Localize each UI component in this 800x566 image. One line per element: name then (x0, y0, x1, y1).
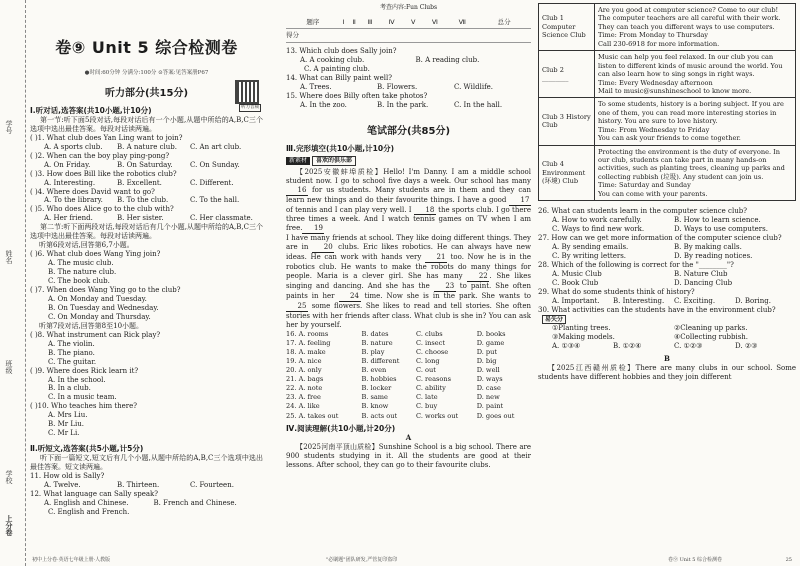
answer-option[interactable]: A. In the school. (48, 375, 106, 384)
option-row (30, 161, 263, 170)
column-3 (538, 0, 796, 566)
score-col-header: Ⅲ (361, 16, 380, 29)
answer-option[interactable]: D. goes out (476, 411, 515, 420)
theme-tag: 喜欢的俱乐部 (312, 156, 356, 166)
cloze-options (286, 330, 531, 420)
answer-option[interactable]: B. Mr Liu. (48, 420, 84, 429)
answer-option[interactable]: C. late (416, 393, 438, 402)
club-line: To some students, history is a boring subject. If you are one of them, you can read more interesting stories in history. You are sure to love history. (598, 100, 784, 126)
sidebar-label-school: 学校 (4, 470, 13, 484)
answer-option[interactable]: B. How to learn science. (674, 216, 761, 225)
passage-segment: time. Now she is in the park. She wants to (360, 292, 531, 301)
part1-title: Ⅰ.听对话,选答案(共10小题,计10分) (30, 106, 152, 116)
qr-code-icon[interactable] (235, 80, 259, 104)
answer-option: ③Making models. (552, 333, 615, 342)
answer-option[interactable]: C. clubs (416, 330, 443, 339)
q6-7-list (30, 250, 263, 322)
answer-option[interactable]: B. dates (361, 330, 389, 339)
answer-option[interactable]: D. paint (476, 402, 504, 411)
passage-segment: I have many friends at school. They like doing different things. They are in (286, 234, 531, 252)
answer-option[interactable]: B. nature (361, 339, 393, 348)
answer-option[interactable]: D. Ways to use computers. (674, 225, 768, 234)
option-row (538, 225, 796, 234)
question-stem: ( )4. Where does David want to go? (30, 187, 155, 196)
club-name: Club 3 History Club (539, 98, 595, 145)
passage-a-text: 【2025河南平顶山质检】Sunshine School is a big school. There are 900 students studying in it. All the students are good at their lessons. After school, they can go to their favourite clubs. (286, 442, 531, 469)
option-row (30, 499, 263, 508)
score-col-header: Ⅵ (422, 16, 447, 29)
passage-a-label: A (405, 432, 412, 442)
cloze-blank[interactable]: 22 (467, 272, 489, 282)
score-col-header: Ⅰ (340, 16, 348, 29)
sidebar-label-class: 班级 (4, 360, 13, 374)
answer-option[interactable]: B. hobbies (361, 375, 397, 384)
answer-option[interactable]: D. By reading notices. (674, 251, 753, 260)
club-description (595, 145, 796, 201)
passage-segment: for us students. Many students are in them and they can learn new things and do their favourite things. I have a good (286, 185, 531, 204)
answer-option[interactable]: A. On Monday and Tuesday. (48, 294, 147, 303)
option-row (538, 216, 796, 225)
answer-option[interactable]: A. Twelve. (44, 480, 81, 489)
club-line: Time: Saturday and Sunday (598, 181, 691, 190)
passage-segment: too. Now he is in the robotics club. He wants to make the robots do many things for people. Maria is a clever girl. She has many (286, 253, 531, 281)
answer-option[interactable]: A. The music club. (48, 259, 114, 268)
answer-option[interactable]: B. By making calls. (674, 243, 742, 251)
club-name: Club 4 Environment (环境) Club (539, 145, 595, 201)
answer-option[interactable]: C. Book Club (552, 278, 599, 287)
answer-option[interactable]: C. long (416, 357, 440, 366)
cloze-passage (286, 168, 531, 330)
part2-title: Ⅱ.听短文,选答案(共5小题,计5分) (30, 444, 144, 454)
question-stem: ( )7. When does Wang Ying go to the club? (30, 286, 181, 294)
club-name: Club 1 Computer Science Club (539, 4, 595, 51)
passage-segment: the sports club. I go there three times a week. And I watch tennis games on TV when I am free. (286, 205, 531, 233)
part4-title: Ⅳ.阅读理解(共10小题,计20分) (286, 424, 396, 434)
answer-option[interactable]: D. ②③ (735, 342, 758, 351)
option-row (538, 252, 796, 261)
answer-option[interactable]: B. In a club. (48, 384, 91, 393)
club-description (595, 98, 796, 145)
answer-option[interactable]: A. The violin. (48, 339, 95, 348)
answer-option[interactable]: C. Ways to find new work. (552, 225, 645, 234)
question-stem: 13. Which club does Sally join? (286, 46, 397, 55)
answer-option[interactable]: C. On Monday and Thursday. (48, 312, 151, 321)
q13-15-list (286, 47, 531, 110)
cloze-option-lead[interactable]: 19. A. nice (286, 357, 322, 366)
answer-option[interactable]: A. Music Club (552, 269, 602, 278)
part1-instr1: 第一节:听下面5段对话,每段对话后有一个小题,从题中所给的A,B,C三个选项中选出最佳答案。每段对话读两遍。 (30, 115, 263, 133)
passage-segment: to paint. She often paints in her (286, 282, 531, 301)
answer-option[interactable]: A. Important. (552, 296, 600, 305)
option-row (538, 279, 796, 288)
option-row (538, 243, 796, 252)
part3-title: Ⅲ.完形填空(共10小题,计10分) (286, 144, 395, 154)
answer-option[interactable]: C. In the hall. (454, 100, 503, 109)
answer-option[interactable]: D. ways (476, 375, 503, 384)
answer-option[interactable]: C. Fourteen. (190, 480, 234, 489)
score-col-header: Ⅱ (348, 16, 361, 29)
club-line: Are you good at computer science? Come to our club! The computer teachers are all careful with their work. They can teach you different ways to use computers. (598, 6, 781, 31)
clubs-table (538, 3, 796, 201)
answer-option[interactable]: B. play (361, 348, 385, 357)
answer-option[interactable]: C. On Sunday. (190, 160, 240, 169)
answer-option[interactable]: C. Her classmate. (190, 214, 253, 223)
club-line: Music can help you feel relaxed. In our club you can listen to different kinds of music around the world. You can also learn how to sing songs in right ways. (598, 53, 783, 79)
question-stem: ( )5. Who does Alice go to the club with? (30, 205, 174, 214)
answer-option[interactable]: C. In a music team. (48, 393, 117, 402)
answer-option[interactable]: B. know (361, 402, 389, 411)
answer-option: ④Collecting rubbish. (674, 333, 749, 342)
answer-option[interactable]: B. even (361, 366, 387, 375)
option-row (30, 143, 263, 152)
answer-option[interactable]: B. A reading club. (415, 55, 480, 64)
answer-option[interactable]: A. On Friday. (44, 160, 91, 169)
q26-30-list (538, 207, 796, 351)
option-row (30, 179, 263, 188)
answer-option[interactable]: D. case (476, 384, 501, 393)
answer-option[interactable]: B. To the club. (117, 196, 169, 205)
answer-option[interactable]: B. French and Chinese. (153, 498, 237, 507)
passage-segment: some flowers. She likes to read and tell stories. She often (308, 302, 531, 311)
exam-meta: ●时间:60分钟 分满分:100分 ⊙答案:见答案册P67 (84, 70, 209, 77)
score-col-header: Ⅴ (404, 16, 422, 29)
club-line: You can come with your parents. (598, 189, 708, 198)
option-row (286, 83, 531, 92)
answer-option[interactable]: A. Trees. (300, 82, 332, 91)
answer-option[interactable]: D. new (476, 393, 500, 402)
answer-option[interactable]: C. ①②③ (674, 342, 703, 351)
option-row (538, 342, 796, 351)
answer-option[interactable]: B. Her sister. (117, 214, 164, 223)
club-line: Call 230-6918 for more information. (598, 39, 720, 48)
option-row (286, 101, 531, 110)
question-stem: ( )9. Where does Rick learn it? (30, 366, 139, 375)
listening-head: 听力部分(共15分) (104, 87, 189, 99)
club-line: Time: From Monday to Thursday (598, 31, 708, 40)
answer-option[interactable]: C. A painting club. (304, 64, 370, 73)
option-row (538, 297, 796, 306)
question-stem: ( )6. What club does Wang Ying join? (30, 250, 161, 259)
question-stem: 14. What can Billy paint well? (286, 73, 392, 82)
question-stem: 29. What do some students think of history? (538, 287, 695, 296)
answer-option[interactable]: D. big (476, 357, 497, 366)
cloze-blank[interactable]: 24 (339, 292, 361, 302)
passage-segment: clubs. Eric likes robotics. He can always have new ideas. He can work with hands very (286, 243, 531, 262)
answer-option[interactable]: A. By sending emails. (552, 243, 629, 251)
answer-option[interactable]: B. locker (361, 384, 392, 393)
cloze-option-lead[interactable]: 22. A. note (286, 384, 323, 393)
score-table (286, 16, 531, 43)
answer-option[interactable]: C. English and French. (48, 507, 130, 516)
mistake-badge: 易失分 (542, 315, 566, 325)
q1-5-list (30, 134, 263, 224)
part1-instr2: 第二节:听下面两段对话,每段对话后有几个小题,从题中所给的A,B,C三个选项中选出最佳答案。每段对话读两遍。 (30, 223, 263, 241)
question-stem: 15. Where does Billy often take photos? (286, 91, 428, 100)
option-row (30, 214, 263, 223)
qr-label: 听力音频 (241, 105, 259, 110)
cloze-option-lead[interactable]: 17. A. feeling (286, 339, 331, 348)
new-material-tag: 新素材 (286, 157, 310, 165)
passage-b-label: B (664, 354, 670, 364)
club-description (595, 4, 796, 51)
answer-option[interactable]: C. reasons (416, 375, 452, 384)
answer-option[interactable]: D. Dancing Club (674, 278, 733, 287)
question-stem: 12. What language can Sally speak? (30, 489, 159, 498)
column-1 (30, 0, 263, 566)
answer-option[interactable]: C. choose (416, 348, 449, 357)
question-stem: ( )3. How does Bill like the robotics club? (30, 169, 177, 178)
part2-instr: 听下面一篇短文,短文后有几个小题,从题中所给的A,B,C三个选项中选出最佳答案。短文读两遍。 (30, 453, 263, 471)
question-stem: 27. How can we get more information of the computer science club? (538, 234, 782, 243)
score-col-header: 题序 (286, 16, 340, 29)
question-stem: 28. Which of the following is correct for the "________"? (538, 260, 734, 269)
answer-option[interactable]: B. acts out (361, 411, 398, 420)
answer-option: ②Cleaning up parks. (674, 324, 748, 333)
footer-right: 卷⑨ Unit 5 综合检测卷 (668, 556, 722, 563)
answer-option[interactable]: B. ①②④ (613, 342, 642, 351)
passage-segment: 【2025安徽蚌埠质检】Hello! I'm Danny. I am a middle school student now. I go to school five days a week. Our school has many (286, 167, 531, 185)
passage-segment: stories with her friends after class. What club is she in? You can ask her by yourself. (286, 312, 531, 329)
answer-option[interactable]: B. different (361, 357, 400, 366)
binding-sidebar (0, 0, 26, 566)
answer-option[interactable]: D. Boring. (735, 296, 771, 305)
option-row (538, 333, 796, 342)
score-row-label: 得分 (286, 28, 340, 42)
answer-option[interactable]: A. A cooking club. (300, 55, 365, 64)
cloze-option-lead[interactable]: 21. A. bags (286, 375, 324, 384)
part1-instr2b: 听第6段对话,回答第6,7小题。 (39, 241, 134, 250)
answer-option[interactable]: A. ①③④ (552, 342, 581, 351)
club-name: Club 2 ________ (539, 51, 595, 98)
question-stem: ( )2. When can the boy play ping-pong? (30, 151, 170, 160)
answer-option[interactable]: D. game (476, 339, 505, 348)
answer-option[interactable]: C. The guitar. (48, 357, 97, 366)
club-line: You can ask your friends to come together. (598, 134, 741, 143)
answer-option[interactable]: A. Her friend. (44, 214, 93, 223)
answer-option[interactable]: B. The nature club. (48, 268, 117, 277)
question-stem: ( )8. What instrument can Rick play? (30, 330, 161, 339)
answer-option[interactable]: B. Excellent. (117, 178, 162, 187)
sidebar-label-name: 姓名 (4, 250, 13, 264)
part1-instr3: 听第7段对话,回答第8至10小题。 (39, 321, 144, 330)
answer-option[interactable]: B. On Saturday. (117, 160, 173, 169)
answer-option[interactable]: A. Mrs Liu. (48, 411, 88, 420)
option-row (538, 324, 796, 333)
club-line: Time: From Wednesday to Friday (598, 125, 710, 134)
answer-option[interactable]: C. out (416, 366, 436, 375)
cloze-option-lead[interactable]: 18. A. make (286, 348, 326, 357)
answer-option[interactable]: C. An art club. (190, 142, 242, 151)
answer-option[interactable]: A. To the library. (44, 196, 103, 205)
question-stem: 30. What activities can the students have in the environment club? (538, 305, 776, 314)
answer-option[interactable]: A. Interesting. (44, 178, 96, 187)
answer-option[interactable]: B. On Tuesday and Wednesday. (48, 303, 159, 312)
answer-option[interactable]: C. Mr Li. (48, 429, 80, 438)
answer-option[interactable]: C. insect (416, 339, 446, 348)
question-stem: ( )10. Who teaches him there? (30, 402, 138, 411)
cloze-option-lead[interactable]: 25. A. takes out (286, 411, 339, 420)
answer-option[interactable]: B. Nature Club (674, 269, 728, 278)
answer-option[interactable]: C. ability (416, 384, 446, 393)
answer-option[interactable]: C. The book club. (48, 277, 110, 286)
answer-option[interactable]: A. How to work carefully. (552, 216, 642, 225)
answer-option[interactable]: A. In the zoo. (300, 100, 347, 109)
answer-option[interactable]: A. English and Chinese. (44, 498, 129, 507)
cloze-blank[interactable]: 16 (286, 186, 308, 196)
answer-option[interactable]: D. books (476, 330, 506, 339)
club-description (595, 51, 796, 98)
written-head: 笔试部分(共85分) (366, 125, 451, 137)
answer-option[interactable]: B. Thirteen. (117, 480, 160, 489)
cloze-blank[interactable]: 23 (434, 282, 456, 292)
cloze-blank[interactable]: 20 (312, 243, 334, 253)
footer-mid: "必刷题"团队研发,严管复印盗印 (326, 556, 398, 563)
sidebar-corner: 上分卷 (4, 515, 14, 536)
option-row (286, 56, 531, 65)
cloze-blank[interactable]: 17 (509, 196, 531, 206)
q11-12-list (30, 472, 263, 517)
answer-option[interactable]: C. By writing letters. (552, 251, 627, 260)
answer-option[interactable]: C. To the hall. (190, 196, 240, 205)
answer-option[interactable]: B. same (361, 393, 388, 402)
cloze-blank[interactable]: 19 (302, 224, 324, 234)
option-row (538, 270, 796, 279)
question-stem: 11. How old is Sally? (30, 471, 105, 480)
answer-option[interactable]: B. Flowers. (377, 82, 418, 91)
score-col-header: Ⅳ (379, 16, 404, 29)
option-row (30, 196, 263, 205)
column-2 (286, 0, 531, 566)
running-head: 考查内容:Fun Clubs (379, 4, 438, 11)
sidebar-label-id: 学号 (4, 120, 13, 134)
answer-option[interactable]: B. The piano. (48, 348, 95, 357)
cloze-option-lead[interactable]: 24. A. like (286, 402, 320, 411)
answer-option[interactable]: C. works out (416, 411, 459, 420)
answer-option[interactable]: D. put (476, 348, 498, 357)
answer-option[interactable]: A. A sports club. (44, 142, 103, 151)
cloze-option-lead[interactable]: 23. A. free (286, 393, 321, 402)
footer-left: 初中上分卷·英语七年级上册·人教版 (32, 556, 111, 563)
answer-option[interactable]: C. Different. (190, 178, 234, 187)
cloze-blank[interactable]: 25 (286, 302, 308, 312)
passage-segment: of tennis and I can play very well. I (286, 205, 414, 214)
question-stem: 26. What can students learn in the computer science club? (538, 207, 747, 216)
score-col-header: 总分 (477, 16, 531, 29)
answer-option[interactable]: C. Exciting. (674, 296, 716, 305)
cloze-blank[interactable]: 21 (425, 253, 447, 263)
question-stem: ( )1. What club does Yan Ling want to join? (30, 133, 183, 142)
answer-option[interactable]: C. Wildlife. (454, 82, 494, 91)
answer-option: ①Planting trees. (552, 324, 611, 333)
answer-option[interactable]: B. A nature club. (117, 142, 177, 151)
option-row (30, 481, 263, 490)
cloze-option-lead[interactable]: 16. A. rooms (286, 330, 329, 339)
cloze-option-lead[interactable]: 20. A. only (286, 366, 322, 375)
club-line: Mail to music@sunshineschool to know more. (598, 86, 752, 95)
page-number: 25 (785, 556, 792, 563)
club-line: Time: Every Wednesday afternoon (598, 78, 713, 87)
passage-b-text: 【2025江西赣州质检】There are many clubs in our school. Some students have different hobbies and they join different (538, 364, 796, 382)
answer-option[interactable]: D. well (476, 366, 500, 375)
cloze-blank[interactable]: 18 (414, 206, 436, 216)
q8-10-list (30, 331, 263, 438)
answer-option[interactable]: B. Interesting. (613, 296, 665, 305)
answer-option[interactable]: B. In the park. (377, 100, 429, 109)
page-title: 卷⑨ Unit 5 综合检测卷 (55, 38, 238, 57)
answer-option[interactable]: C. buy (416, 402, 438, 411)
score-col-header: Ⅶ (447, 16, 477, 29)
club-line: Protecting the environment is the duty of everyone. In our club, students can take part in many hands-on activities, such as planting trees, cleaning up parks and collecting rubbish (垃圾). Any student can join us. (598, 147, 785, 181)
passage-segment: . She likes singing and dancing. And she has the (286, 272, 531, 291)
